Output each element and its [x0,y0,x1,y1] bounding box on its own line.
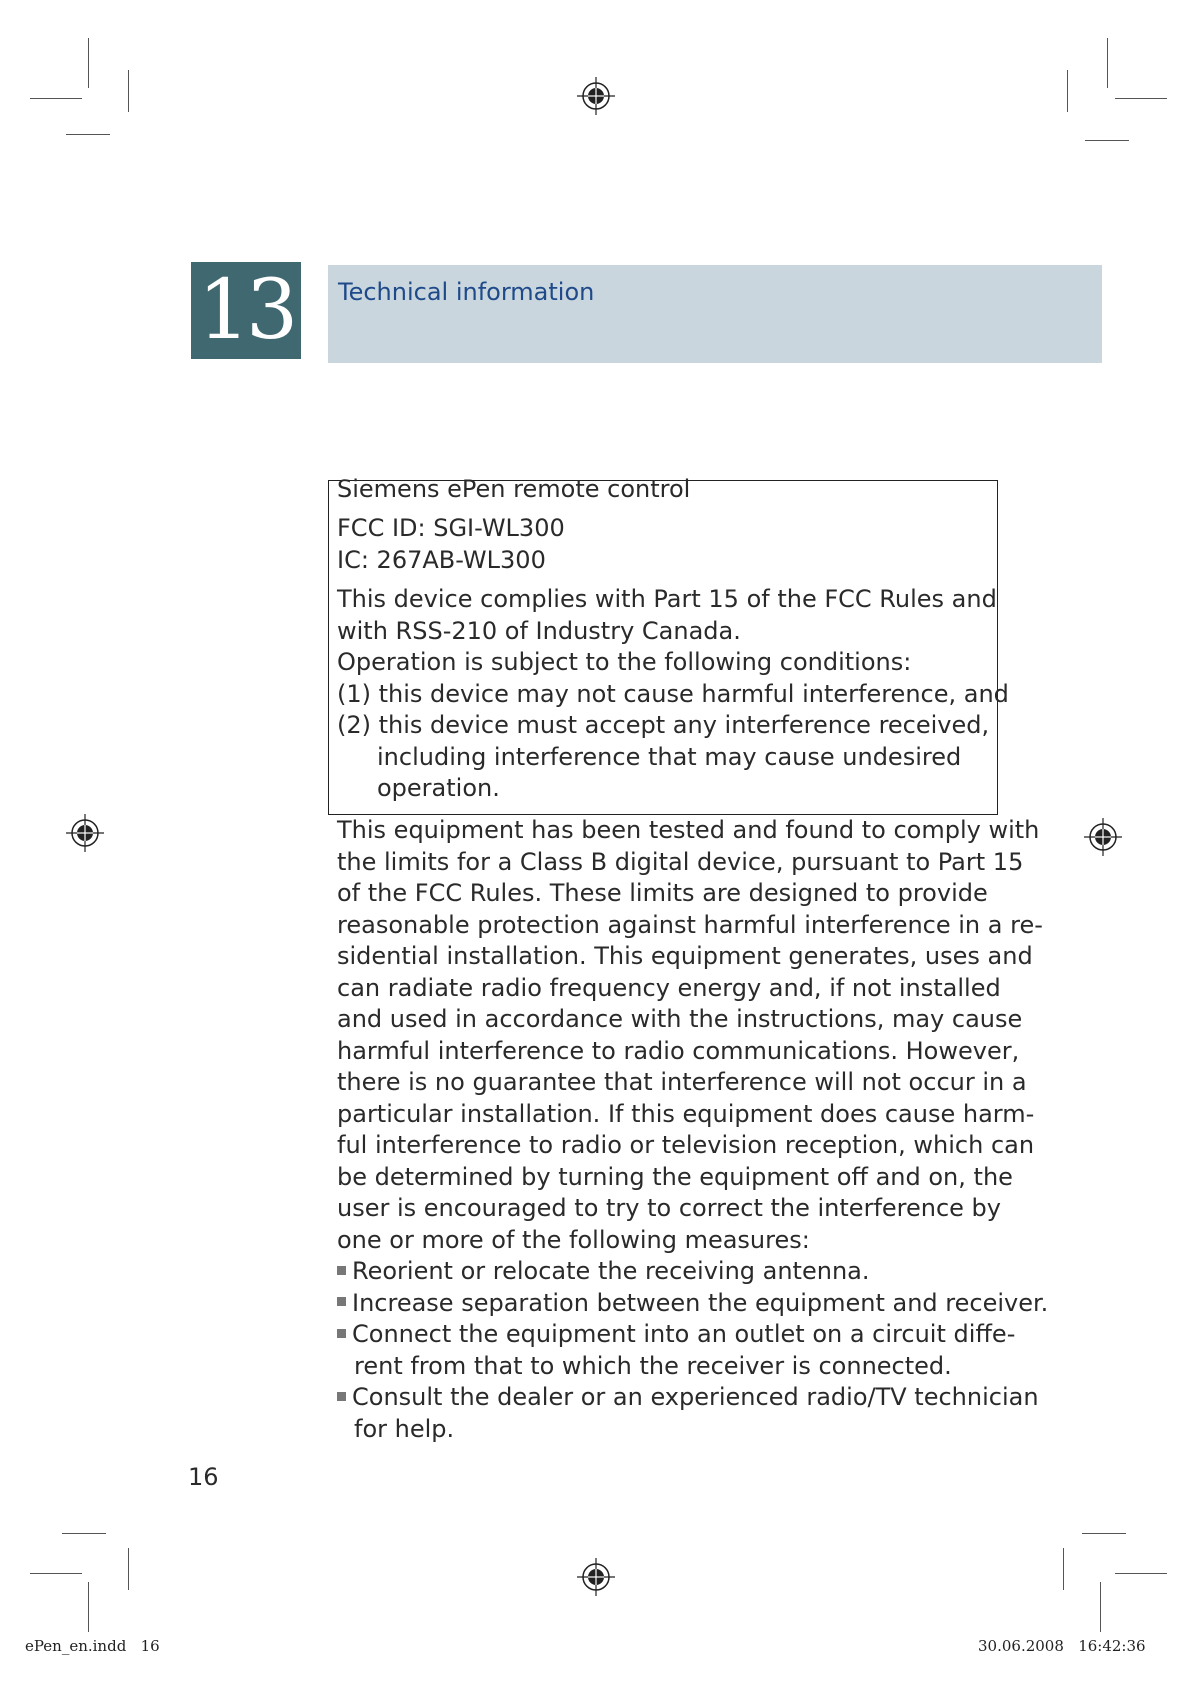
bullet-icon [337,1329,346,1338]
body-line: sidential installation. This equipment generates, uses and [337,942,1033,970]
crop-mark [1063,1548,1064,1590]
body-line: reasonable protection against harmful interference in a re- [337,910,1043,939]
condition-2-cont: operation. [377,774,500,802]
compliance-line: with RSS-210 of Industry Canada. [337,616,741,645]
ic-id: IC: 267AB-WL300 [337,545,546,574]
crop-mark [1115,98,1167,99]
body-line: and used in accordance with the instructions, may cause [337,1005,1023,1033]
body-line: particular installation. If this equipment does cause harm- [337,1099,1035,1128]
condition-2-cont: including interference that may cause undesired [377,742,962,771]
fcc-class-b-statement [337,815,1048,1445]
body-line: the limits for a Class B digital device, pursuant to Part 15 [337,847,1024,876]
body-line: can radiate radio frequency energy and, if not installed [337,973,1001,1002]
body-line: be determined by turning the equipment off and on, the [337,1162,1013,1191]
measure-text-cont: for help. [354,1414,455,1443]
measure-item [337,1382,1048,1414]
crop-mark [128,70,129,112]
crop-mark [1082,1533,1126,1534]
condition-2: (2) this device must accept any interference received, [337,711,990,739]
measure-item [337,1288,1048,1320]
measure-text-cont: rent from that to which the receiver is connected. [354,1351,952,1380]
product-name: Siemens ePen remote control [337,475,691,503]
crop-mark [1100,1582,1101,1632]
condition-1: (1) this device may not cause harmful interference, and [337,679,1009,708]
measure-text: Consult the dealer or an experienced radio/TV technician [352,1383,1039,1411]
crop-mark [30,98,82,99]
body-line: there is no guarantee that interference will not occur in a [337,1068,1027,1096]
crop-mark [128,1548,129,1590]
body-line: of the FCC Rules. These limits are designed to provide [337,879,988,907]
measure-text: Connect the equipment into an outlet on a circuit diffe- [352,1320,1016,1348]
crop-mark [1067,70,1068,112]
body-line: harmful interference to radio communications. However, [337,1036,1020,1065]
registration-mark-icon [577,77,615,115]
bullet-icon [337,1266,346,1275]
crop-mark [88,1582,89,1632]
crop-mark [1107,38,1108,88]
measure-text: Reorient or relocate the receiving antenna. [352,1257,870,1285]
slug-datetime: 30.06.2008 16:42:36 [978,1637,1146,1655]
registration-mark-icon [66,814,104,852]
bullet-icon [337,1392,346,1401]
crop-mark [30,1573,82,1574]
crop-mark [66,134,110,135]
crop-mark [1085,140,1129,141]
registration-mark-icon [1084,818,1122,856]
measure-item [337,1319,1048,1351]
fcc-id: FCC ID: SGI-WL300 [337,514,565,542]
body-line: This equipment has been tested and found to comply with [337,816,1040,844]
compliance-line: Operation is subject to the following conditions: [337,648,912,676]
slug-filename: ePen_en.indd 16 [25,1637,160,1655]
compliance-line: This device complies with Part 15 of the FCC Rules and [337,585,997,613]
chapter-number: 13 [191,262,301,359]
crop-mark [1115,1573,1167,1574]
body-line: one or more of the following measures: [337,1225,810,1254]
registration-mark-icon [577,1558,615,1596]
body-line: ful interference to radio or television reception, which can [337,1131,1035,1159]
page-number: 16 [188,1463,219,1491]
measure-item [337,1256,1048,1288]
chapter-title: Technical information [338,278,595,306]
fcc-identifiers [337,513,565,576]
bullet-icon [337,1297,346,1306]
measure-text: Increase separation between the equipment and receiver. [352,1288,1049,1317]
fcc-compliance-statement [337,584,1009,805]
crop-mark [62,1533,106,1534]
crop-mark [88,38,89,88]
fcc-product-name [337,474,690,506]
body-line: user is encouraged to try to correct the interference by [337,1194,1001,1222]
